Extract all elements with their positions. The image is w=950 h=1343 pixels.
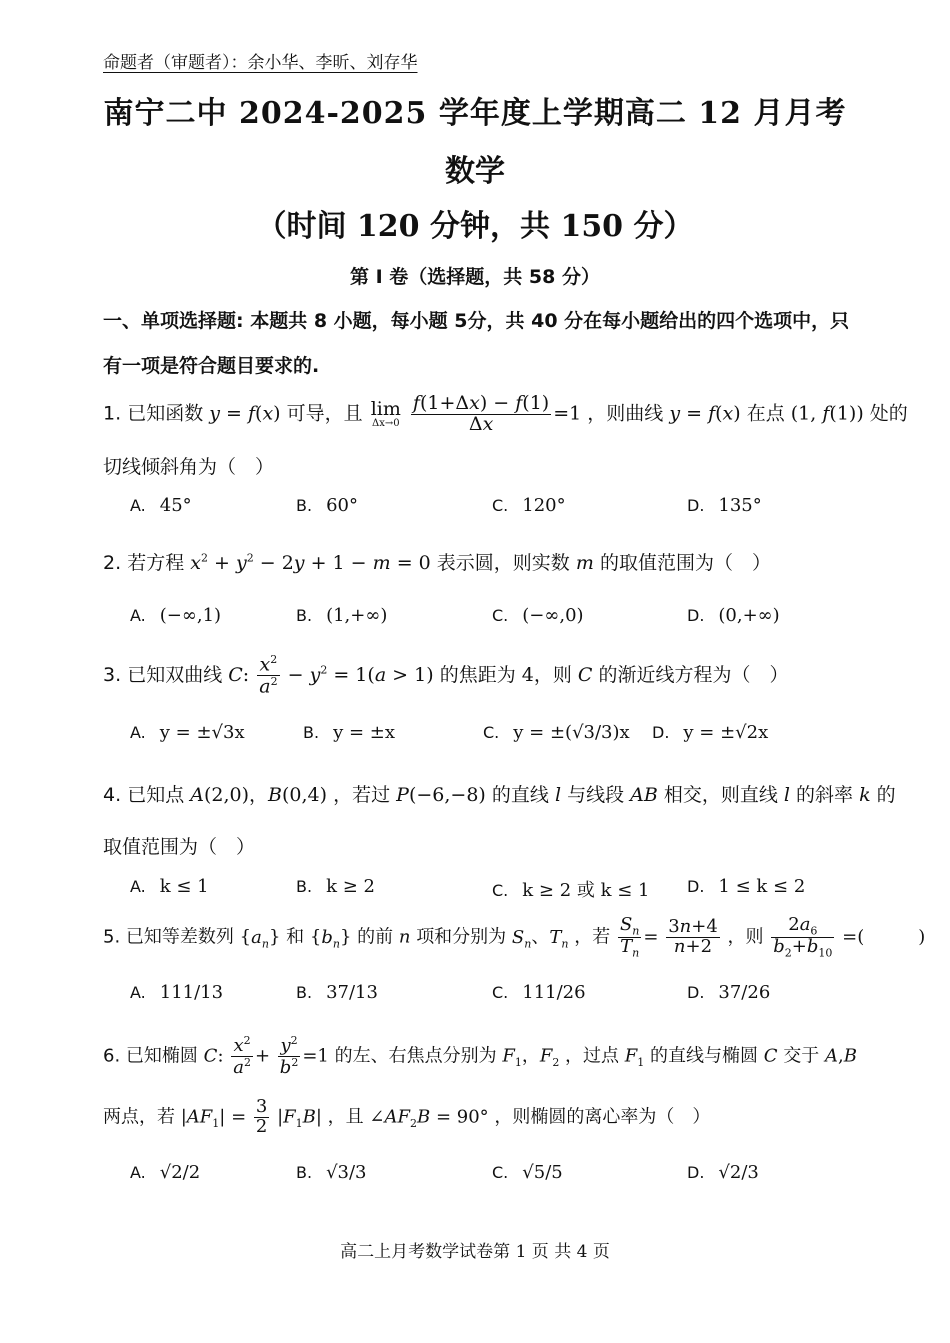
q5-option-c: C. 111/26 bbox=[492, 982, 586, 1003]
q6-option-a: A. √2/2 bbox=[130, 1162, 201, 1183]
q3-option-c: C. y = ±(√3/3)x bbox=[483, 722, 630, 743]
q5-option-b: B. 37/13 bbox=[296, 982, 378, 1003]
question-2: 2. 若方程 $x^2 + y^2 - 2y + 1 - m = 0$ 表示圆，则实数 m 的取值范围为（ ） bbox=[103, 551, 771, 574]
question-6-line2: 两点，若 $|AF_1|$ = $\frac{3}{2}$ $|F_1B|$ ，且 $\angle AF_2B = 90^\circ$ ，则椭圆的离心率为（ ） bbox=[103, 1096, 711, 1137]
question-3: 3. 已知双曲线 C: $\frac{x^2}{a^2}$ − $y^2 = 1(a > 1)$ 的焦距为 4，则 C 的渐近线方程为（ ） bbox=[103, 653, 789, 698]
q2-option-c: C. (−∞,0) bbox=[492, 605, 584, 626]
q4-option-a: A. k ≤ 1 bbox=[130, 876, 209, 897]
question-4: 4. 已知点 A(2,0)，B(0,4) ，若过 P(−6,−8) 的直线 l 与线段 AB 相交，则直线 l 的斜率 k 的 bbox=[103, 784, 896, 806]
q3-option-a: A. y = ±√3x bbox=[130, 722, 245, 743]
q2-option-b: B. (1,+∞) bbox=[296, 605, 388, 626]
q4-option-b: B. k ≥ 2 bbox=[296, 876, 375, 897]
q6-option-d: D. √2/3 bbox=[687, 1162, 759, 1183]
q1-option-a: A. 45° bbox=[130, 495, 192, 516]
q4-option-c: C. k ≥ 2 或 k ≤ 1 bbox=[492, 880, 650, 901]
section-instructions-line2: 有一项是符合题目要求的. bbox=[103, 355, 320, 377]
q5-option-d: D. 37/26 bbox=[687, 982, 771, 1003]
q3-option-d: D. y = ±√2x bbox=[652, 722, 769, 743]
q1-option-b: B. 60° bbox=[296, 495, 358, 516]
time-info: （时间 120 分钟，共 150 分） bbox=[256, 209, 694, 244]
q5-option-a: A. 111/13 bbox=[130, 982, 224, 1003]
section-instructions-line1: 一、单项选择题: 本题共 8 小题，每小题 5分，共 40 分在每小题给出的四个选项中，只 bbox=[103, 310, 850, 332]
authors-line: 命题者（审题者）：余小华、李昕、刘存华 bbox=[103, 53, 418, 73]
question-5: 5. 已知等差数列 $\{a_n\}$ 和 $\{b_n\}$ 的前 n 项和分别为 $S_n$、$T_n$ ，若 $\frac{S_n}{T_n}$ = $\frac{3n+4}{n+2}$ ，则 $\frac{2a_6}{b_2+b_{10}}$ =( ) bbox=[103, 914, 926, 960]
q2-option-a: A. (−∞,1) bbox=[130, 605, 222, 626]
volume-heading: 第 I 卷（选择题，共 58 分） bbox=[350, 266, 600, 288]
q6-option-c: C. √5/5 bbox=[492, 1162, 563, 1183]
question-4-line2: 取值范围为（ ） bbox=[103, 836, 256, 858]
page-footer: 高二上月考数学试卷第 1 页 共 4 页 bbox=[340, 1242, 610, 1262]
q1-option-d: D. 135° bbox=[687, 495, 762, 516]
question-6: 6. 已知椭圆 C: $\frac{x^2}{a^2}$ + $\frac{y^2}{b^2}$ =1 的左、右焦点分别为 $F_1$，$F_2$ ，过点 $F_1$ 的直线与椭圆 C 交于 A,B bbox=[103, 1034, 857, 1078]
q1-option-c: C. 120° bbox=[492, 495, 566, 516]
q6-option-b: B. √3/3 bbox=[296, 1162, 367, 1183]
question-1-line2: 切线倾斜角为（ ） bbox=[103, 456, 275, 478]
q4-option-d: D. 1 ≤ k ≤ 2 bbox=[687, 876, 806, 897]
q3-option-b: B. y = ±x bbox=[303, 722, 395, 743]
q2-option-d: D. (0,+∞) bbox=[687, 605, 780, 626]
exam-title: 南宁二中 2024-2025 学年度上学期高二 12 月月考 bbox=[103, 96, 847, 131]
subject-title: 数学 bbox=[445, 154, 505, 189]
question-1: 1. 已知函数 y = f(x) 可导，且 lim Δx→0 $\frac{f(1+\Delta x) - f(1)}{\Delta x}$ =1 ，则曲线 y = f(x) 在点 (1, f(1)) 处的 bbox=[103, 392, 908, 435]
